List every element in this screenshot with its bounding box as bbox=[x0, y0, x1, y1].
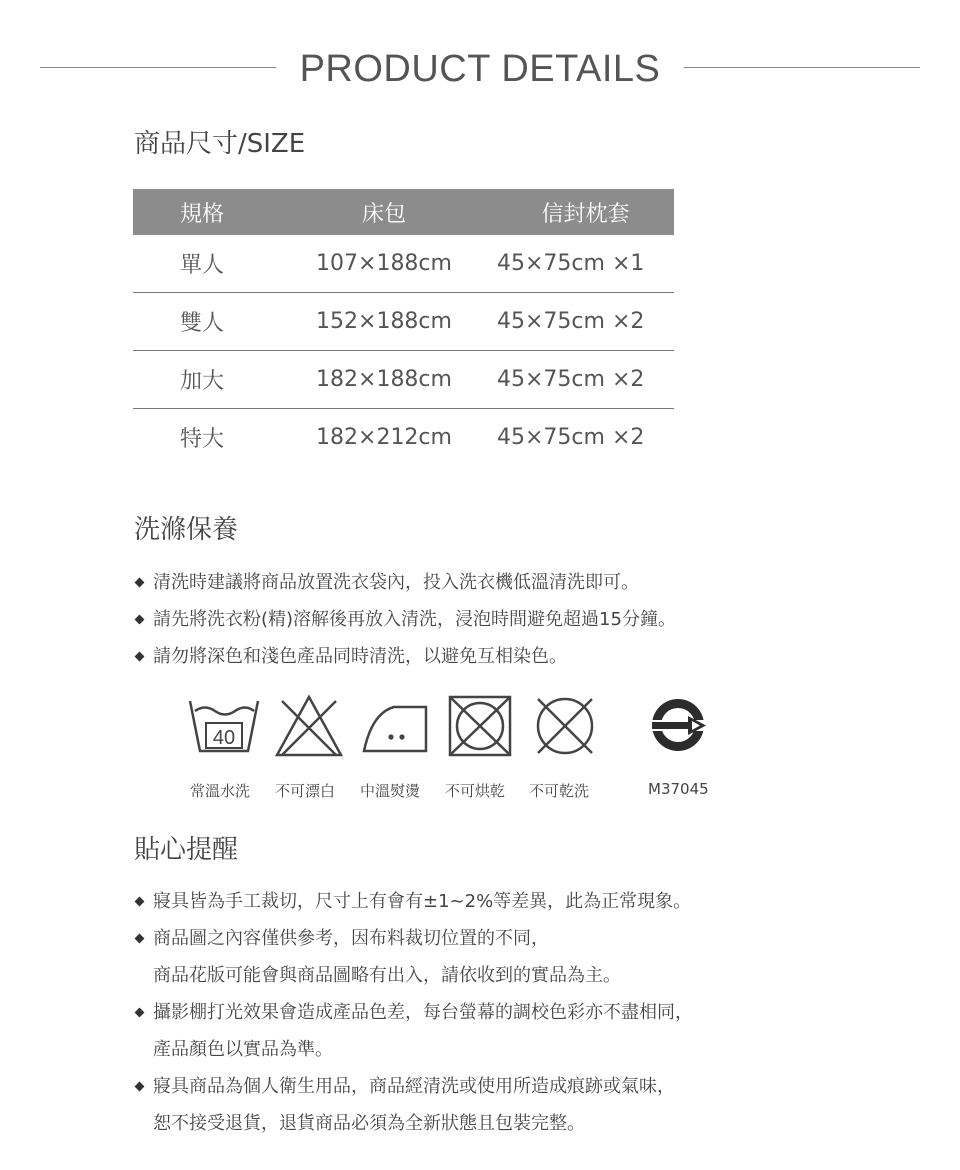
table-row bbox=[133, 235, 674, 293]
fitted-sheet-size: 107×188cm bbox=[271, 235, 497, 293]
list-item bbox=[134, 883, 693, 920]
pillowcase-size: 45×75cm ×1 bbox=[497, 235, 674, 293]
list-item bbox=[134, 1068, 693, 1142]
tips-section-title: 貼心提醒 bbox=[134, 835, 239, 865]
iron-label: 中溫熨燙 bbox=[360, 782, 421, 800]
tip-text: 寢具商品為個人衛生用品，商品經清洗或使用所造成痕跡或氣味， bbox=[153, 1076, 675, 1097]
bullet-icon bbox=[135, 652, 145, 662]
care-instruction-text: 請勿將深色和淺色產品同時清洗，以避免互相染色。 bbox=[153, 646, 567, 667]
tip-text: 攝影棚打光效果會造成產品色差，每台螢幕的調校色彩亦不盡相同， bbox=[153, 1002, 693, 1023]
header-divider-left bbox=[40, 67, 276, 68]
iron-medium-icon bbox=[360, 693, 430, 759]
page-title: PRODUCT DETAILS bbox=[299, 48, 661, 90]
pillowcase-size: 45×75cm ×2 bbox=[497, 351, 674, 409]
no-tumble-dry-icon bbox=[446, 693, 516, 759]
tip-text: 商品圖之內容僅供參考，因布料裁切位置的不同， bbox=[153, 928, 549, 949]
no-bleach-label: 不可漂白 bbox=[275, 782, 336, 800]
wash-40-icon bbox=[188, 693, 260, 757]
no-tumble-dry-label: 不可烘乾 bbox=[445, 782, 506, 800]
size-name: 雙人 bbox=[133, 293, 271, 351]
column-header-fitted-sheet: 床包 bbox=[271, 189, 497, 235]
size-section-title: 商品尺寸/SIZE bbox=[134, 129, 306, 159]
size-table bbox=[133, 189, 674, 466]
tip-text-continued: 產品顏色以實品為準。 bbox=[153, 1039, 333, 1060]
bullet-icon bbox=[135, 1082, 145, 1092]
care-instruction-text: 請先將洗衣粉(精)溶解後再放入清洗，浸泡時間避免超過15分鐘。 bbox=[153, 609, 676, 630]
bullet-icon bbox=[135, 934, 145, 944]
bullet-icon bbox=[135, 615, 145, 625]
no-bleach-icon bbox=[274, 693, 344, 759]
header-divider-right bbox=[684, 67, 920, 68]
care-instructions-list bbox=[134, 564, 676, 675]
column-header-pillowcase: 信封枕套 bbox=[497, 189, 674, 235]
list-item bbox=[134, 564, 676, 601]
care-instruction-text: 清洗時建議將商品放置洗衣袋內，投入洗衣機低溫清洗即可。 bbox=[153, 572, 639, 593]
fitted-sheet-size: 152×188cm bbox=[271, 293, 497, 351]
size-table-header bbox=[133, 189, 674, 235]
size-name: 特大 bbox=[179, 427, 224, 452]
wash-temperature: 40 bbox=[212, 727, 236, 749]
tip-text-continued: 恕不接受退貨，退貨商品必須為全新狀態且包裝完整。 bbox=[153, 1113, 585, 1134]
list-item bbox=[134, 920, 693, 994]
list-item bbox=[134, 994, 693, 1068]
size-name: 加大 bbox=[133, 351, 271, 409]
table-row bbox=[133, 351, 674, 409]
tip-text: 寢具皆為手工裁切，尺寸上有會有±1~2%等差異，此為正常現象。 bbox=[153, 891, 692, 912]
list-item bbox=[134, 601, 676, 638]
size-name: 單人 bbox=[133, 235, 271, 293]
page-header bbox=[0, 44, 960, 94]
tips-list bbox=[134, 883, 693, 1142]
fitted-sheet-size: 182×188cm bbox=[271, 351, 497, 409]
bullet-icon bbox=[135, 1008, 145, 1018]
fitted-sheet-size: 182×212cm bbox=[316, 425, 452, 450]
table-row bbox=[133, 409, 674, 467]
wash-label: 常溫水洗 bbox=[190, 782, 251, 800]
pillowcase-size: 45×75cm ×2 bbox=[497, 293, 674, 351]
pillowcase-size: 45×75cm ×2 bbox=[497, 425, 645, 450]
care-section-title: 洗滌保養 bbox=[134, 515, 239, 545]
bullet-icon bbox=[135, 578, 145, 588]
column-header-spec: 規格 bbox=[133, 189, 271, 235]
certification-mark-icon bbox=[640, 693, 716, 759]
certification-number: M37045 bbox=[648, 780, 709, 798]
tip-text-continued: 商品花版可能會與商品圖略有出入，請依收到的實品為主。 bbox=[153, 965, 621, 986]
table-row bbox=[133, 293, 674, 351]
no-dry-clean-icon bbox=[530, 693, 600, 759]
no-dry-clean-label: 不可乾洗 bbox=[529, 782, 590, 800]
list-item bbox=[134, 638, 676, 675]
bullet-icon bbox=[135, 897, 145, 907]
